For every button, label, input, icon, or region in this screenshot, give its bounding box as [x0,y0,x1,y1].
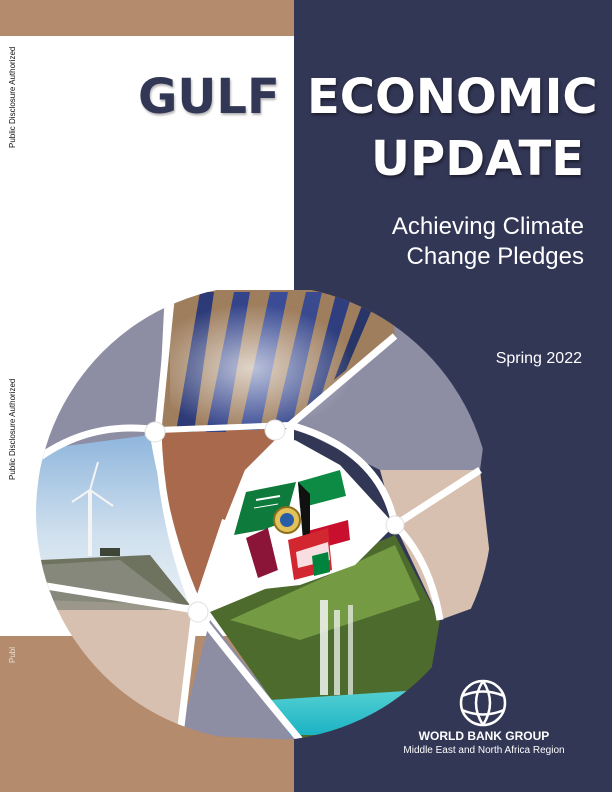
title-word-update: UPDATE [371,131,584,187]
subtitle-line: Change Pledges [406,243,584,270]
org-region: Middle East and North Africa Region [403,745,565,756]
segment-node [265,420,285,440]
org-block [384,729,584,756]
title-word-economic: ECONOMIC [307,69,598,125]
segment-node [386,516,404,534]
world-bank-globe-icon [459,679,507,727]
edition-label: Spring 2022 [495,350,582,367]
disclosure-stamp: Publ [8,646,17,663]
disclosure-stamp: Public Disclosure Authorized [8,378,17,480]
title-word-gulf: GULF [138,69,280,125]
segment-node [145,422,165,442]
segment-node [188,602,208,622]
org-name: WORLD BANK GROUP [418,729,550,743]
subtitle-line: Achieving Climate [391,213,584,240]
disclosure-stamp: Public Disclosure Authorized [8,46,17,148]
